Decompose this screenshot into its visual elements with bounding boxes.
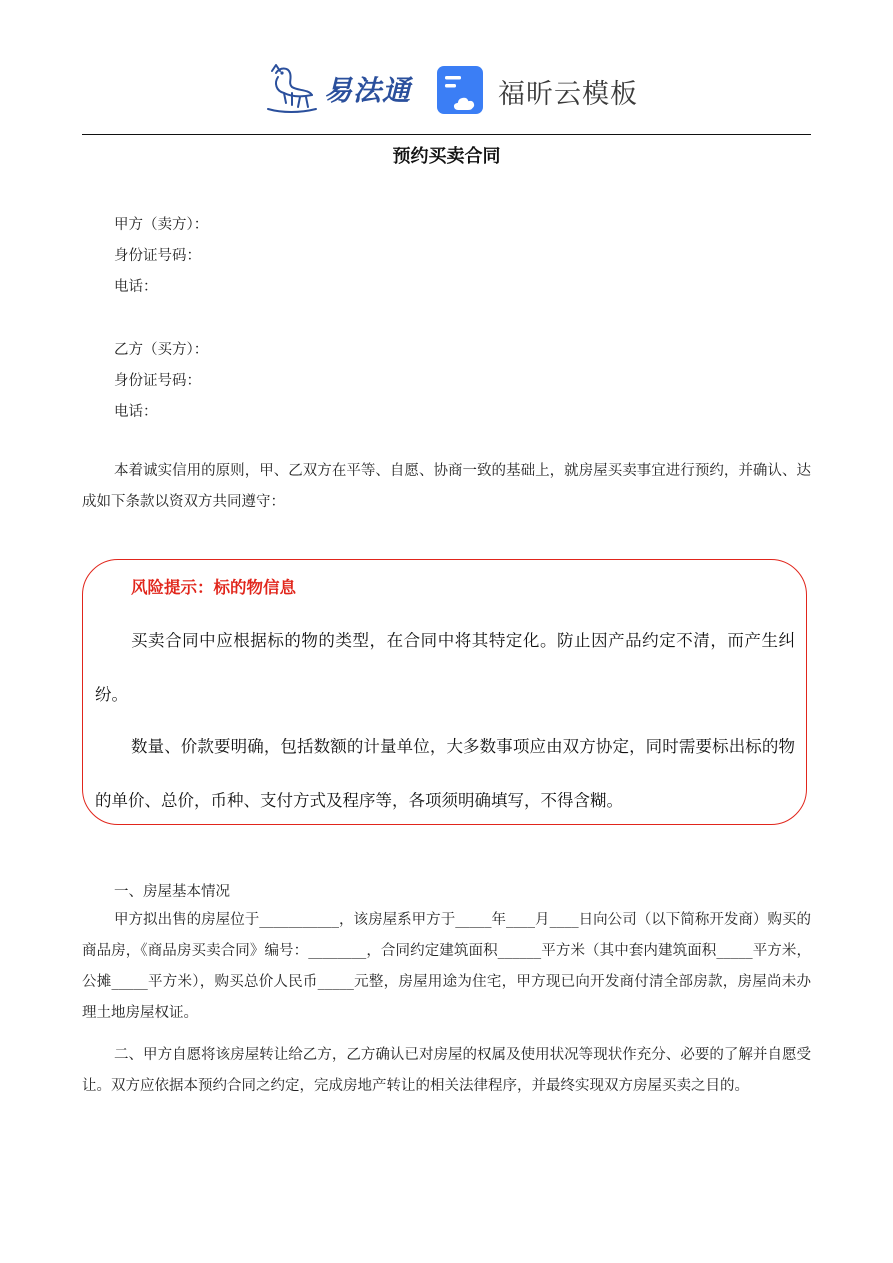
foxit-template-logo: [436, 65, 638, 117]
risk-notice-paragraph-2: 数量、价款要明确，包括数额的计量单位，大多数事项应由双方协定，同时需要标出标的物的单价、总价，币种、支付方式及程序等，各项须明确填写，不得含糊。: [95, 737, 795, 810]
foxit-brand-text: 福昕云模板: [498, 78, 638, 110]
party-b-name-label: 乙方（买方）：: [114, 342, 209, 358]
risk-notice-title: 风险提示：标的物信息: [131, 578, 296, 597]
header-divider: [82, 134, 811, 135]
party-b-phone-label: 电话：: [114, 404, 158, 420]
section-1-heading: 一、房屋基本情况: [114, 884, 230, 900]
party-a-phone-label: 电话：: [114, 279, 158, 295]
section-2-body: 二、甲方自愿将该房屋转让给乙方，乙方确认已对房屋的权属及使用状况等现状作充分、必要的了解并自愿受让。双方应依据本预约合同之约定，完成房地产转让的相关法律程序，并最终实现双方房屋买卖之目的。: [82, 1047, 811, 1094]
risk-notice-paragraph-1: 买卖合同中应根据标的物的类型，在合同中将其特定化。防止因产品约定不清，而产生纠纷。: [95, 631, 795, 704]
party-b-id-label: 身份证号码：: [114, 373, 201, 389]
document-header: [0, 55, 893, 125]
party-a-name-label: 甲方（卖方）：: [114, 217, 209, 233]
section-1-body: 甲方拟出售的房屋位于___________，该房屋系甲方于_____年____月____日向公司（以下简称开发商）购买的商品房，《商品房买卖合同》编号：________，合同约定建筑面积______平方米（其中套内建筑面积_____平方米，公摊_____平方米），购买总价人民币_____元整，房屋用途为住宅，甲方现已向开发商付清全部房款，房屋尚未办理土地房屋权证。: [82, 912, 811, 1021]
risk-notice-box: [82, 559, 807, 825]
horse-emblem-icon: [262, 63, 320, 115]
cloud-document-icon: [436, 65, 486, 117]
party-a-id-label: 身份证号码：: [114, 248, 201, 264]
page-title: 预约买卖合同: [392, 146, 501, 167]
yifatong-logo: [262, 63, 411, 115]
yifatong-brand-text: 易法通: [324, 74, 412, 107]
intro-paragraph: 本着诚实信用的原则，甲、乙双方在平等、自愿、协商一致的基础上，就房屋买卖事宜进行预约，并确认、达成如下条款以资双方共同遵守：: [82, 463, 811, 510]
